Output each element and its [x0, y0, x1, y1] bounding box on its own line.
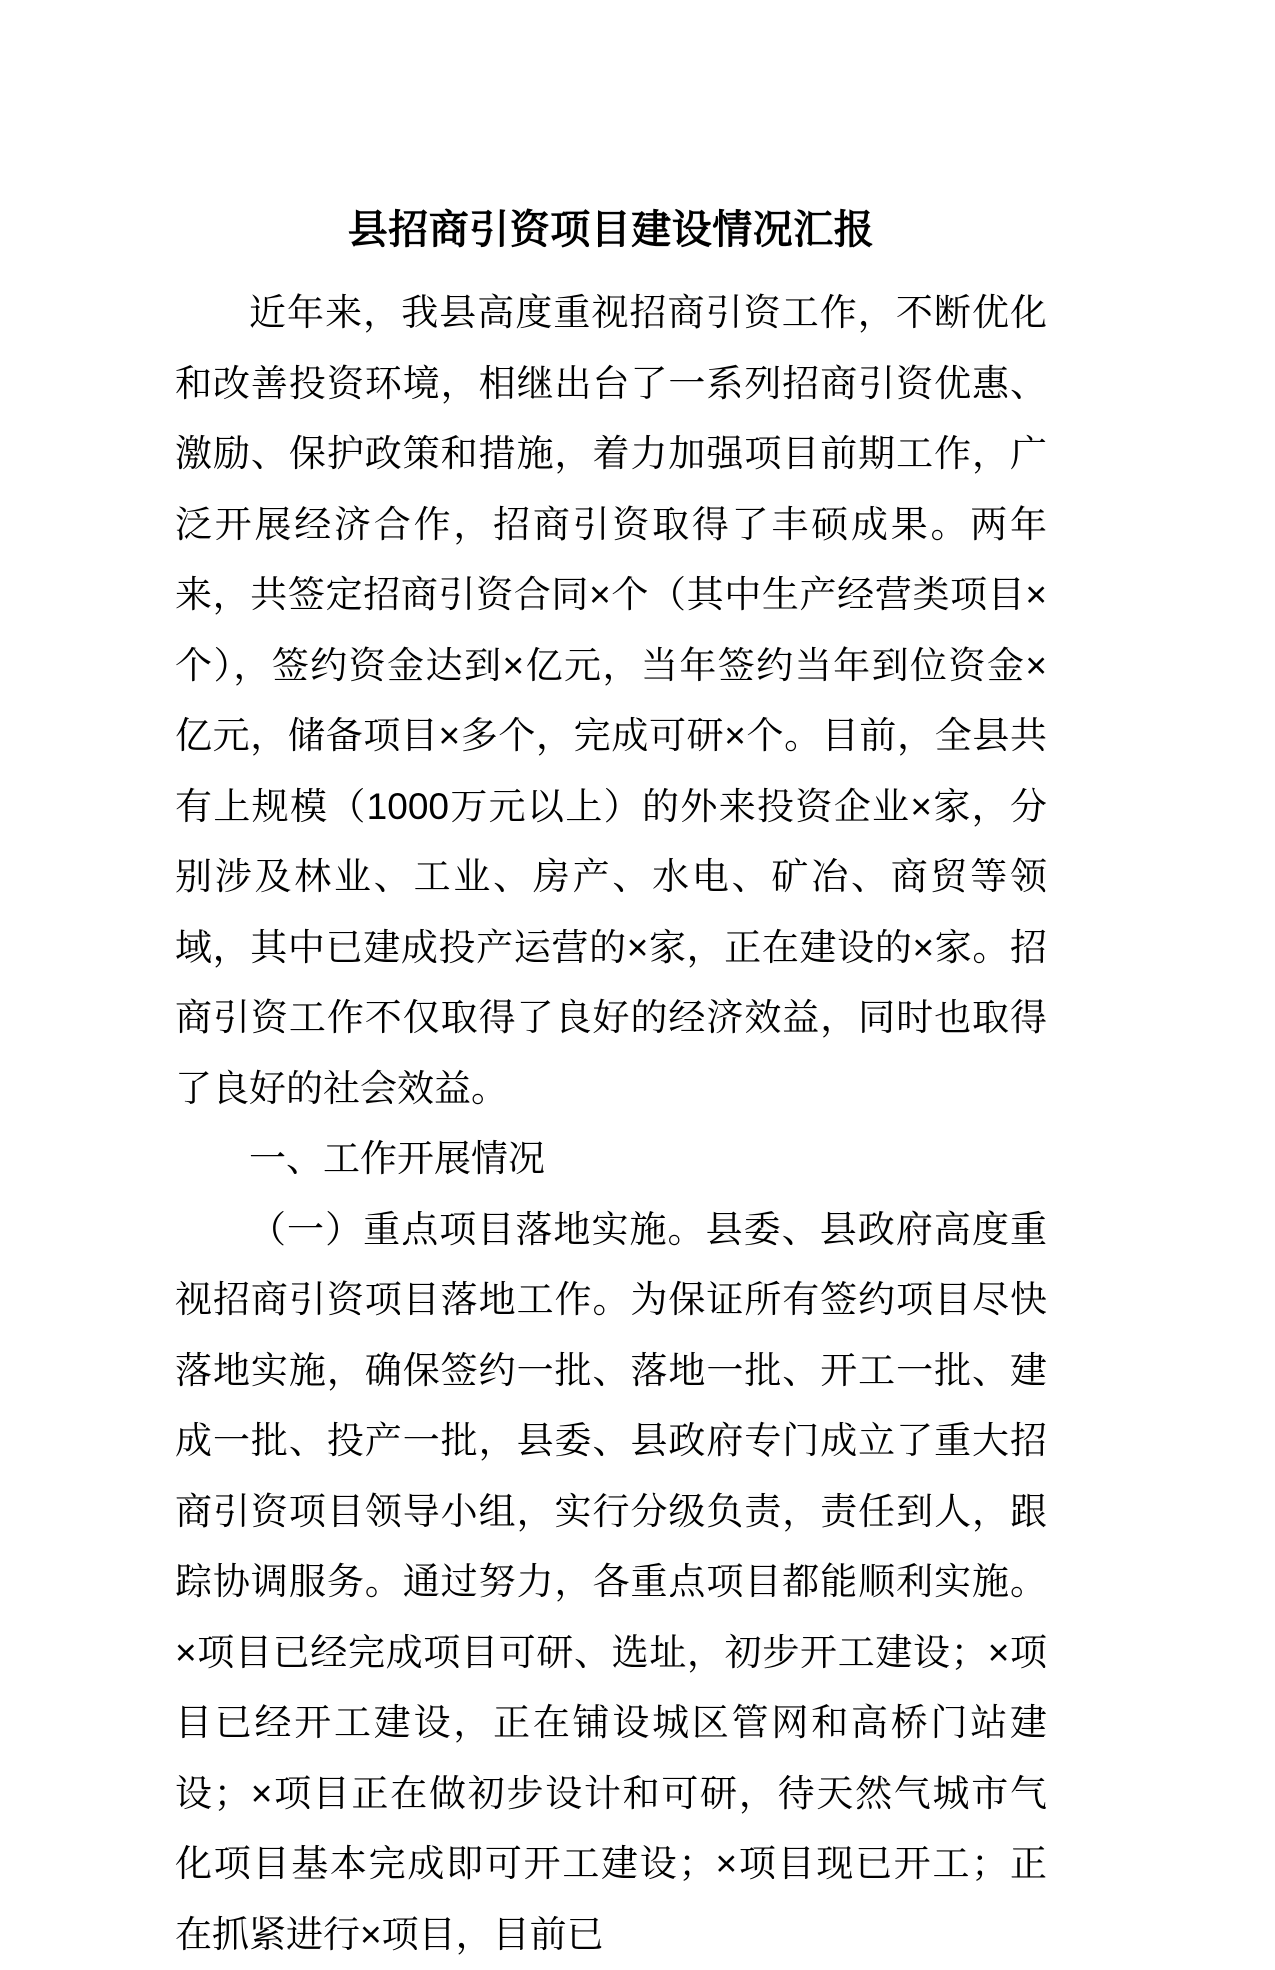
section-heading-1: 一、工作开展情况: [175, 1124, 1047, 1195]
subsection-paragraph-1: （一）重点项目落地实施。县委、县政府高度重视招商引资项目落地工作。为保证所有签约项目尽快落地实施，确保签约一批、落地一批、开工一批、建成一批、投产一批，县委、县政府专门成立了重大招商引资项目领导小组，实行分级负责，责任到人，跟踪协调服务。通过努力，各重点项目都能顺利实施。×项目已经完成项目可研、选址，初步开工建设；×项目已经开工建设，正在铺设城区管网和高桥门站建设；×项目正在做初步设计和可研，待天然气城市气化项目基本完成即可开工建设；×项目现已开工；正在抓紧进行×项目，目前已: [175, 1195, 1047, 1970]
document-body: [175, 0, 1047, 1970]
page-title: 县招商引资项目建设情况汇报: [175, 0, 1047, 256]
paragraph-intro: 近年来，我县高度重视招商引资工作，不断优化和改善投资环境，相继出台了一系列招商引资优惠、激励、保护政策和措施，着力加强项目前期工作，广泛开展经济合作，招商引资取得了丰硕成果。两年来，共签定招商引资合同×个（其中生产经营类项目×个），签约资金达到×亿元，当年签约当年到位资金×亿元，储备项目×多个，完成可研×个。目前，全县共有上规模（1000万元以上）的外来投资企业×家，分别涉及林业、工业、房产、水电、矿冶、商贸等领域，其中已建成投产运营的×家，正在建设的×家。招商引资工作不仅取得了良好的经济效益，同时也取得了良好的社会效益。: [175, 278, 1047, 1124]
